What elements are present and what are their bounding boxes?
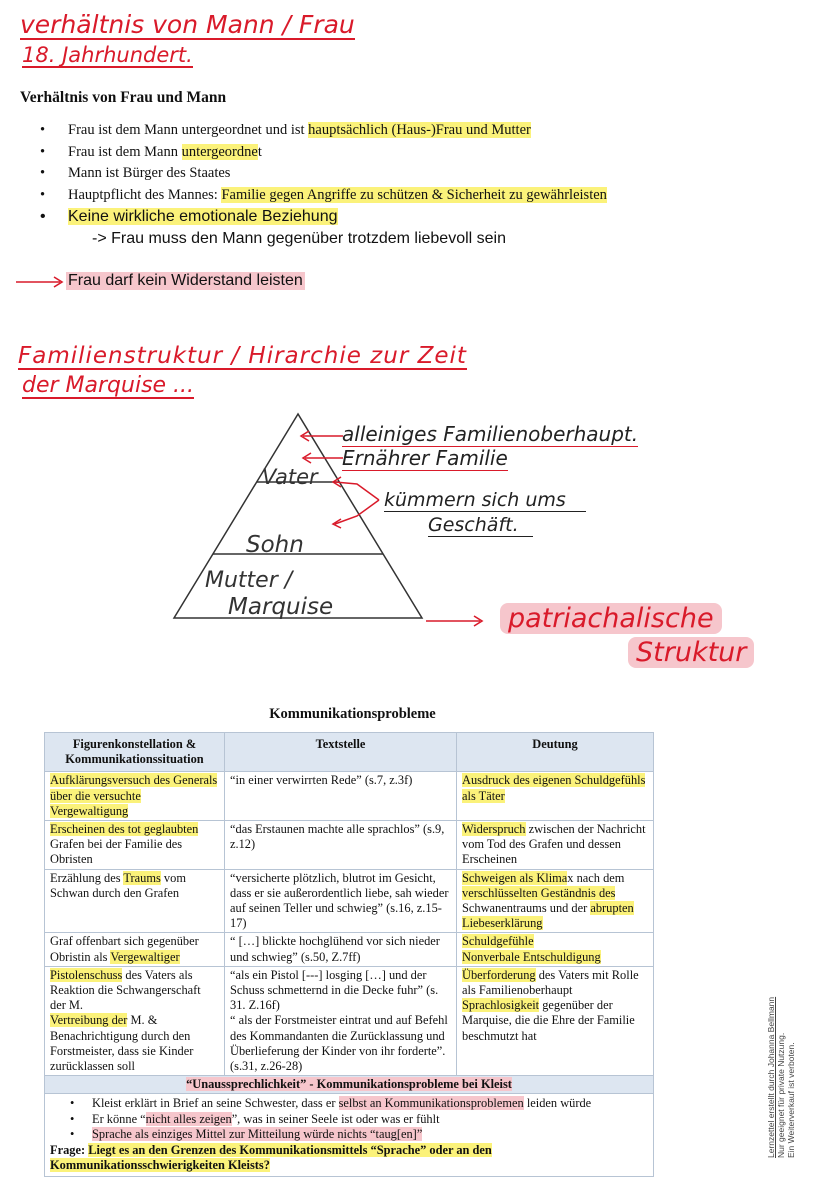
note-breadwinner: Ernährer Familie — [342, 446, 508, 470]
banner-row — [45, 1076, 654, 1094]
column-header: Deutung — [457, 733, 654, 772]
conclusion-line-2: Struktur — [628, 637, 754, 668]
column-header: Figurenkonstellation & Kommunikationssituation — [45, 733, 225, 772]
table-cell: “versicherte plötzlich, blutrot im Gesicht, dass er sie außerordentlich liebe, sah wieder auf seinen Teller und schwieg” (s.16, z.15-17) — [225, 869, 457, 933]
table-row — [45, 966, 654, 1075]
table-cell: “ […] blickte hochglühend vor sich nieder und schwieg” (s.50, Z.7ff) — [225, 933, 457, 966]
communication-table — [44, 732, 654, 1177]
handwritten-title-3: Familienstruktur / Hirarchie zur Zeit — [18, 343, 467, 369]
copyright-line-1: Lernzettel erstellt durch Johanna Bellmann — [766, 996, 776, 1158]
pyramid-level-father: Vater — [262, 465, 318, 489]
list-item: • Keine wirkliche emotionale Beziehung — [20, 206, 760, 228]
copyright-note — [766, 958, 796, 1158]
note-business-2: Geschäft. — [428, 514, 533, 537]
list-item: • Frau ist dem Mann untergeordnet — [20, 142, 760, 164]
list-item: • Frau ist dem Mann untergeordnet und ist hauptsächlich (Haus-)Frau und Mutter — [20, 120, 760, 142]
handwritten-title-2: 18. Jahrhundert. — [22, 43, 193, 67]
table-row — [45, 772, 654, 821]
pyramid-level-son: Sohn — [246, 532, 304, 558]
question: Frage: Liegt es an den Grenzen des Kommunikationsmittels “Sprache” oder an den Kommunikationsschwierigkeiten Kleists? — [50, 1142, 492, 1173]
pyramid-level-mother-1: Mutter / — [205, 568, 293, 593]
table-row — [45, 933, 654, 966]
table-title: Kommunikationsprobleme — [269, 706, 436, 722]
kleist-list — [50, 1096, 648, 1143]
summary-cell — [45, 1094, 654, 1177]
table-cell: Erscheinen des tot geglaubten Grafen bei der Familie des Obristen — [45, 821, 225, 870]
sub-point: -> Frau muss den Mann gegenüber trotzdem liebevoll sein — [92, 230, 506, 247]
handwritten-title-4: der Marquise ... — [22, 373, 195, 398]
section-heading: Verhältnis von Frau und Mann — [20, 89, 227, 106]
summary-row — [45, 1094, 654, 1177]
table-header-row — [45, 733, 654, 772]
table-cell: “als ein Pistol [---] losging […] und der Schuss schmetternd in die Decke fuhr” (s. 31. Z.16f) “ als der Forstmeister eintrat und auf Befehl des Kommandanten die Zurücklassung und Überlieferung der Kinder von ihr forderte”. (s.31, z.26-28) — [225, 966, 457, 1075]
table-cell: Pistolenschuss des Vaters als Reaktion die Schwangerschaft der M. Vertreibung der M. & Benachrichtigung durch den Forstmeister, dass sie Kinder zurücklassen soll — [45, 966, 225, 1075]
table-cell: Schweigen als Klimax nach dem verschlüsselten Geständnis des Schwanentraums und der abrupten Liebeserklärung — [457, 869, 654, 933]
table-cell: Widerspruch zwischen der Nachricht vom Tod des Grafen und dessen Erscheinen — [457, 821, 654, 870]
table-cell: Graf offenbart sich gegenüber Obristin als Vergewaltiger — [45, 933, 225, 966]
note-business-1: kümmern sich ums — [384, 489, 586, 512]
relationship-list — [20, 120, 760, 228]
note-head-of-family: alleiniges Familienoberhaupt. — [342, 422, 639, 446]
conclusion-line-1: patriachalische — [500, 603, 722, 634]
table-cell: Überforderung des Vaters mit Rolle als Familienoberhaupt Sprachlosigkeit gegenüber der Marquise, die die Ehre der Familie beschmutzt hat — [457, 966, 654, 1075]
arrow-icon — [14, 274, 66, 290]
handwritten-title-1: verhältnis von Mann / Frau — [20, 10, 355, 39]
table-cell: “das Erstaunen machte alle sprachlos” (s.9, z.12) — [225, 821, 457, 870]
table-cell: Erzählung des Traums vom Schwan durch den Grafen — [45, 869, 225, 933]
table-cell: Schuldgefühle Nonverbale Entschuldigung — [457, 933, 654, 966]
table-cell: Aufklärungsversuch des Generals über die versuchte Vergewaltigung — [45, 772, 225, 821]
list-item: • Kleist erklärt in Brief an seine Schwester, dass er selbst an Kommunikationsproblemen leiden würde — [50, 1096, 648, 1112]
conclusion-arrow-icon — [424, 613, 486, 629]
arrow-statement: Frau darf kein Widerstand leisten — [68, 272, 303, 289]
table-row — [45, 821, 654, 870]
banner-cell: “Unaussprechlichkeit” - Kommunikationsprobleme bei Kleist — [45, 1076, 654, 1094]
column-header: Textstelle — [225, 733, 457, 772]
list-item: • Er könne “nicht alles zeigen”, was in seiner Seele ist oder was er fühlt — [50, 1112, 648, 1128]
pyramid-level-mother-2: Marquise — [228, 594, 334, 620]
table-cell: “in einer verwirrten Rede” (s.7, z.3f) — [225, 772, 457, 821]
copyright-line-3: Ein Weiterverkauf ist verboten. — [786, 1042, 796, 1158]
table-row — [45, 869, 654, 933]
table-cell: Ausdruck des eigenen Schuldgefühls als Täter — [457, 772, 654, 821]
copyright-line-2: Nur geeignet für private Nutzung. — [776, 1032, 786, 1158]
list-item: • Hauptpflicht des Mannes: Familie gegen Angriffe zu schützen & Sicherheit zu gewährleisten — [20, 185, 760, 207]
list-item: • Sprache als einziges Mittel zur Mitteilung würde nichts “taug[en]” — [50, 1127, 648, 1143]
list-item: • Mann ist Bürger des Staates — [20, 163, 760, 185]
